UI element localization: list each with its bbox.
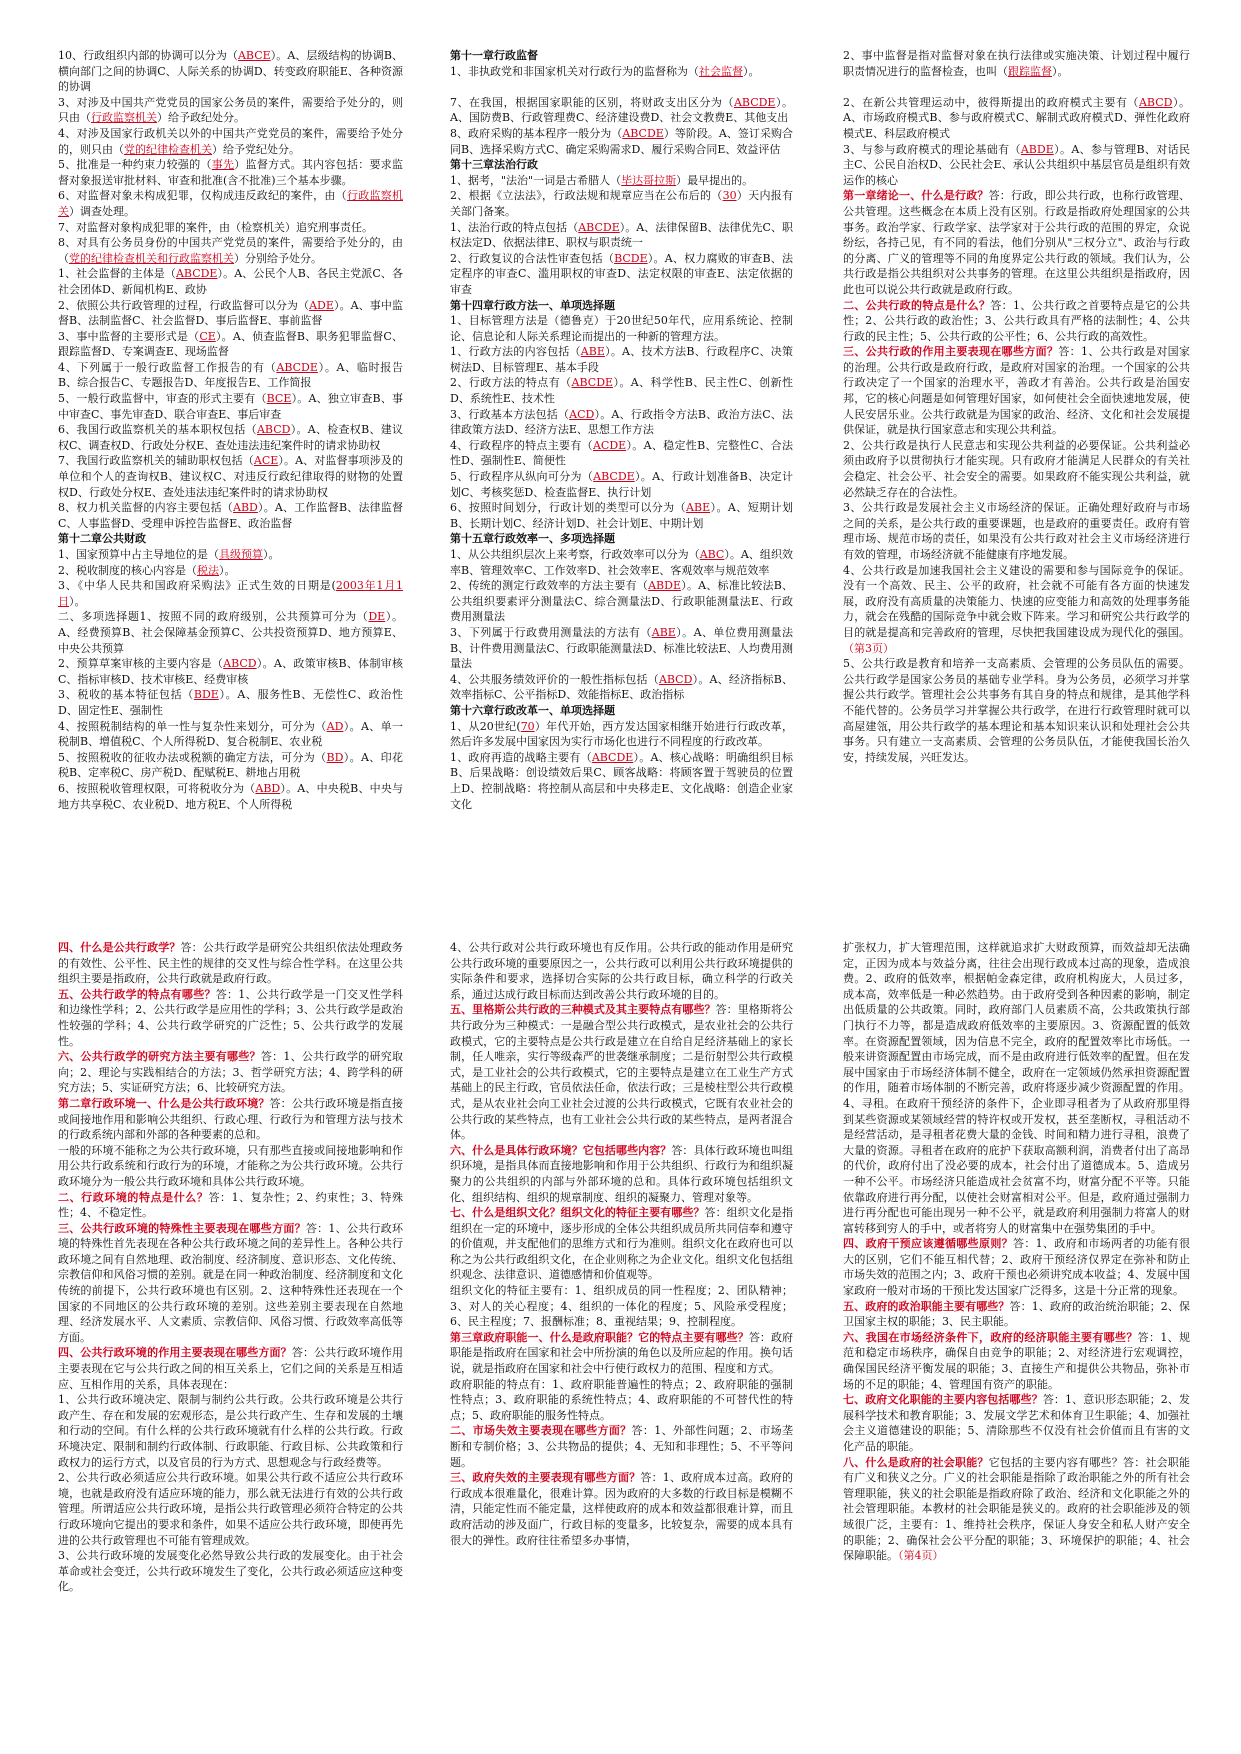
text-run: 2、传统的测定行政效率的方法主要有（ [450, 579, 649, 593]
answer-key: AD [326, 719, 344, 733]
paragraph [450, 750, 793, 812]
answer-key: 事先 [211, 158, 235, 172]
text-run: ）。A、独立审查B、事中审查C、事先审查D、联合审查E、事后审查 [58, 392, 403, 421]
text-run: ）。A、印花税B、定率税C、房产税D、配赋税E、耕地占用税 [58, 750, 403, 780]
text-run: ）。A、经济指标B、效率指标C、公平指标D、效能指标E、政治指标 [450, 672, 793, 702]
text-run: 二、多项选择题1、按照不同的政府级别，公共预算可分为（ [58, 610, 369, 624]
paragraph [843, 79, 1190, 95]
text-run: ）。A、参与管理B、对话民主C、公民自治权D、公民社会E、承认公共组织中基层官员是组织有效运作的核心 [843, 142, 1190, 187]
paragraph [843, 438, 1190, 500]
paragraph [58, 1392, 403, 1470]
text-run: ）。A、服务性B、无偿性C、政治性D、固定性E、强制性 [58, 688, 403, 717]
text-run: ）。A、对监督事项涉及的单位和个人的查询权B、建议权C、对违反行政纪律取得的财物的处置权D、行政处分权E、查处违法违纪案件时的请求协助权 [58, 454, 403, 499]
paragraph [843, 48, 1190, 79]
text-run: ）。A、检查权B、建议权C、调查权D、行政处分权E、查处违法违纪案件时的请求协助权 [58, 423, 403, 452]
answer-key: ABCDE [733, 95, 776, 109]
text-run: 5、公共行政是教育和培养一支高素质、会管理的公务员队伍的需要。公共行政学是国家公务员的基础专业学科。身为公务员，必须学习并掌握公共行政学。管理社会公共事务有其自身的特点和规律，是其他学科不能代替的。公务员学习并掌握公共行政学，在进行行政管理时就可以高屋建瓴，用公共行政学的基本理论和基本知识来认识和处理社会公共事务。只有建立一支高素质、会管理的公务员队伍，才能使我国长治久安，持续发展，兴旺发达。 [843, 657, 1190, 764]
paragraph [843, 1392, 1190, 1454]
column-bottom-middle [450, 940, 793, 1730]
paragraph [58, 578, 403, 609]
text-run: 2、公共行政是执行人民意志和实现公共利益的必要保证。公共利益必须由政府予以贯彻执行才能实现。只有政府才能满足人民群众的有关社会稳定、社会公平、社会安全的需要。如果政府不能实现公共利益，就必然缺乏存在的合法性。 [843, 438, 1190, 499]
text-run: ）。A、工作监督B、法律监督C、人事监督D、受理申诉控告监督E、政治监督 [58, 501, 403, 530]
text-run: 2、依照公共行政管理的过程，行政监督可以分为（ [58, 298, 310, 312]
text-run: 答：公共行政环境是指直接或间接地作用和影响公共组织、行政心理、行政行为和管理方法与技术的行政系统内部和外部的各种要素的总和。 [58, 1096, 403, 1142]
paragraph [450, 672, 793, 703]
paragraph [58, 563, 403, 579]
answer-key: ACDE [592, 438, 627, 452]
text-run: 答：里格斯将公共行政分为三种模式：一是融合型公共行政模式，是农业社会的公共行政模式，它的主要特点是公共行政是建立在自给自足经济基础上的家长制，任人唯亲，实行等级森严的世袭继承制度；二是衍射型公共行政模式，是工业社会的公共行政模式，它的主要特点是建立在工业生产方式基础上的民主行政，官员依法任命，依法行政；三是棱柱型公共行政模式，是从农业社会向工业社会过渡的公共行政模式，它既有农业社会的公共行政的某些特点，也有工业社会公共行政的某些特点，是两者混合体。 [450, 1003, 793, 1142]
answer-key: 税法 [197, 563, 219, 577]
paragraph [450, 79, 793, 95]
answer-key: 30 [722, 189, 737, 203]
paragraph [58, 1096, 403, 1143]
paragraph [843, 1299, 1190, 1330]
paragraph [450, 500, 793, 531]
section-heading: 第十一章行政监督 [450, 49, 538, 62]
text-run: 4、公共行政是加速我国社会主义建设的需要和参与国际竞争的保证。没有一个高效、民主、公平的政府，社会就不可能有各方面的快速发展，政府没有高质量的决策能力、快速的应变能力和高效的处理事务能力，就会在残酷的国际竞争中就会败下阵来。学习和研究公共行政学的目的就是提高和完善政府的管理，尽快把我国建设成为现代化的强国。 [843, 563, 1190, 639]
paragraph [58, 500, 403, 531]
paragraph [450, 1377, 793, 1424]
text-run: ）。 [263, 548, 280, 561]
text-run: 答：组织文化是指组织在一定的环境中，逐步形成的全体公共组织成员所共同信奉和遵守的价值观，并支配他们的思维方式和行为准则。组织文化在政府也可以称之为公共行政组织文化，在企业则称之为企业文化。组织文化包括组织观念、法律意识、道德感情和价值观等。 [450, 1206, 793, 1282]
paragraph [450, 298, 793, 314]
answer-key: BD [326, 750, 344, 764]
text-run: 5、批准是一种约束力较强的（ [58, 158, 212, 172]
paragraph [450, 703, 793, 719]
answer-key: ABCDE [276, 360, 318, 374]
text-run: 7、对监督对象构成犯罪的案件，由（检察机关）追究刑事责任。 [58, 220, 373, 234]
paragraph [58, 220, 403, 236]
text-run: 3、税收的基本特征包括（ [58, 688, 194, 702]
paragraph [450, 625, 793, 672]
text-run: ）。A、政策审核B、体制审核C、指标审核D、技术审核E、经费审核 [58, 657, 403, 686]
section-heading: 第十三章法治行政 [450, 158, 538, 172]
text-run: 答：1、公共行政之首要特点是它的公共性；2、公共行政的政治性；3、公共行政具有严格的法制性；4、公共行政的民主性；5、公共行政的公平性；6、公共行政的高效性。 [843, 298, 1190, 343]
paragraph [58, 609, 403, 656]
page-number: （第4页） [898, 1549, 944, 1563]
text-run: 2、预算草案审核的主要内容是（ [58, 657, 224, 671]
text-run: 答：公共行政环境作用主要表现在它与公共行政之间的相互关系上，它们之间的关系是互相适应、互相作用的关系，具体表现在： [58, 1346, 403, 1391]
text-run: ）。A、行政计划准备B、决定计划C、考核奖惩D、检查监督E、执行计划 [450, 470, 793, 499]
paragraph [450, 173, 793, 189]
paragraph [58, 235, 403, 266]
text-run: ）最早提出的。 [676, 173, 754, 187]
text-run: 一般的环境不能称之为公共行政环境，只有那些直接或间接地影响和作用公共行政系统和行政行为的环境，才能称之为公共行政环境。公共行政环境分为一般公共行政环境和具体公共行政环境。 [58, 1143, 403, 1188]
text-run: 7、在我国，根据国家职能的区别，将财政支出区分为（ [450, 95, 734, 109]
text-run: ）给予政纪处分。 [157, 111, 245, 125]
paragraph [58, 126, 403, 157]
text-run: 答：1、公共行政学是一门交叉性学科和边缘性学科；2、公共行政学是应用性的学科；3、公共行政学是政治性较强的学科；4、公共行政学研究的广泛性；5、公共行政学的发展性。 [58, 987, 403, 1048]
text-run: 1、行政方法的内容包括（ [450, 345, 581, 359]
paragraph [843, 344, 1190, 438]
text-run: 答：1、政府和市场两者的功能有很大的区别，它们不能互相代替；2、政府干预经济仅界定在弥补和防止市场失效的范围之内；3、政府干预也必须讲究成本收益；4、发展中国家政府一般对市场的干预比发达国家广泛得多，这是十分正常的现象。 [843, 1237, 1190, 1298]
question-heading: 四、公共行政环境的作用主要表现在哪些方面？ [58, 1346, 292, 1360]
question-heading: 第三章政府职能一、什么是政府职能？它的特点主要有哪些？ [450, 1330, 749, 1344]
text-run: 2、在新公共管理运动中，彼得斯提出的政府模式主要有（ [843, 95, 1139, 109]
paragraph [58, 1221, 403, 1346]
question-heading: 八、什么是政府的社会职能？ [843, 1455, 989, 1469]
text-run: ）。A、标准比较法B、公共组织要素评分测量法C、综合测量法D、行政职能测量法E、行政费用测量法 [450, 579, 793, 624]
answer-key: 社会监督 [699, 64, 743, 78]
text-run: 6、对监督对象未构成犯罪，仅构成违反政纪的案件，由（ [58, 189, 347, 203]
paragraph [450, 251, 793, 298]
text-run: 答：1、外部性问题；2、市场垄断和专制价格；3、公共物品的提供；4、无知和非理性；5、不平等问题。 [450, 1424, 793, 1469]
page-number: （第3页） [843, 641, 894, 655]
answer-key: BDE [193, 688, 219, 702]
text-run: ）。A、权力腐败的审查B、法定程序的审查C、滥用职权的审查D、法定权限的审查E、法定依据的审查 [450, 251, 793, 296]
paragraph [58, 391, 403, 422]
text-run: 3、《中华人民共和国政府采购法》正式生效的日期是( [58, 579, 336, 593]
column-top-right [843, 48, 1190, 924]
question-heading: 三、公共行政的作用主要表现在哪些方面？ [843, 345, 1059, 359]
answer-key: BCE [266, 392, 292, 406]
text-run: ）。A、技术方法B、行政程序C、决策树法D、目标管理E、基本手段 [450, 345, 793, 374]
text-run: 3、公共行政是发展社会主义市场经济的保证。正确处理好政府与市场之间的关系，是公共行政的重要课题，也是政府的重要责任。政府有管理市场、规范市场的责任，如果没有公共行政对社会主义市场经济进行有效的管理，市场经济就不能健康有序地发展。 [843, 501, 1190, 561]
text-run: 答：1、规范和稳定市场秩序，确保自由竞争的职能；2、对经济进行宏观调控，确保国民经济平衡发展的职能；3、直接生产和提供公共物品，弥补市场的不足的职能；4、管理国有资产的职能。 [843, 1330, 1190, 1391]
text-run: 1、公共行政环境决定、限制与制约公共行政。公共行政环境是公共行政产生、存在和发展的宏观形态，是公共行政产生、生存和发展的土壤和行动的空间。有什么样的公共行政环境就有什么样的公共行政。行政环境决定、限制和制约行政体制、行政职能、行政目标、公共政策和行政权力的运行方式，以及官员的行为方式、思想观念与行政经费等。 [58, 1393, 403, 1469]
answer-key: ABCDE [593, 470, 635, 484]
answer-key: 2003年1月1日 [58, 579, 403, 608]
question-heading: 五、政府的政治职能主要有哪些？ [843, 1299, 1010, 1313]
text-run: 8、政府采购的基本程序一般分为（ [450, 126, 623, 140]
answer-key: ADE [309, 298, 334, 312]
question-heading: 五、公共行政学的特点有哪些？ [58, 987, 216, 1001]
text-run: ）。A、组织效率B、管理效率C、工作效率D、社会效率E、客观效率与规范效率 [450, 548, 793, 577]
answer-key: ABD [233, 501, 258, 515]
answer-key: ABCDE [578, 220, 620, 234]
paragraph [450, 157, 793, 173]
text-run: 2、事中监督是指对监督对象在执行法律或实施决策、计划过程中履行职责情况进行的监督检查，也叫（ [843, 49, 1190, 78]
text-run: ）分别给予处分。 [234, 251, 322, 265]
question-heading: 五、里格斯公共行政的三种模式及其主要特点有哪些？ [450, 1003, 716, 1017]
answer-key: ABD [255, 781, 281, 795]
question-heading: 三、政府失效的主要表现有哪些方面？ [450, 1471, 641, 1485]
paragraph [450, 188, 793, 219]
paragraph [450, 407, 793, 438]
answer-key: CE [199, 329, 216, 343]
paragraph [58, 360, 403, 391]
answer-key: ABE [580, 345, 605, 359]
paragraph [58, 453, 403, 500]
answer-key: ABCDE [571, 376, 614, 390]
text-run: 1、国家预算中占主导地位的是（ [58, 548, 219, 561]
text-run: 2、行政方法的特点有（ [450, 376, 572, 390]
column-bottom-left [58, 940, 403, 1730]
answer-key: 行政监察机关 [58, 189, 403, 218]
paragraph [450, 64, 793, 80]
paragraph [843, 188, 1190, 297]
paragraph [450, 469, 793, 500]
text-run: ）。A、临时报告B、综合报告C、专题报告D、年度报告E、工作简报 [58, 360, 403, 390]
paragraph [58, 750, 403, 781]
answer-key: BCDE [614, 251, 648, 265]
text-run: 1、社会监督的主体是（ [58, 267, 176, 281]
text-run: 2、根据《立法法》，行政法规和规章应当在公布后的（ [450, 189, 723, 203]
paragraph [450, 1330, 793, 1377]
question-heading: 六、什么是具体行政环境？它包括哪些内容？ [450, 1143, 672, 1157]
paragraph [843, 298, 1190, 345]
text-run: 3、事中监督的主要形式是（ [58, 329, 200, 343]
paragraph [58, 1190, 403, 1221]
paragraph [58, 987, 403, 1049]
paragraph [58, 1143, 403, 1190]
text-run: 3、对涉及中国共产党党员的国家公务员的案件，需要给予处分的，则只由（ [58, 95, 403, 125]
text-run: ）。A、短期计划B、长期计划C、经济计划D、社会计划E、中期计划 [450, 501, 793, 530]
answer-key: ABCD [658, 672, 693, 686]
text-run: 答：1、意识形态职能；2、发展科学技术和教育职能；3、发展文学艺术和体育卫生职能；4、加强社会主义道德建设的职能；5、清除那些不仅没有社会价值而且有害的文化产品的职能。 [843, 1393, 1190, 1453]
paragraph [843, 1330, 1190, 1392]
question-heading: 三、公共行政环境的特殊性主要表现在哪些方面？ [58, 1221, 306, 1235]
text-run: 扩张权力，扩大管理范围，这样就追求扩大财政预算，而效益却无法确定，正因为成本与效益分离，往往会出现行政成本过高的现象，造成浪费。2、政府的低效率，根据帕金森定律，政府机构庞大，人员过多，成本高，效率低是一种必然趋势。由于政府受到各种因素的影响，制定出低质量的公共政策。同时，政府部门人员素质不高，公共政策执行部门执行不力等，都是造成政府低效率的主要原因。3、资源配置的低效率。在资源配置领域，因为信息不完全，政府的配置效率比市场低。一般来讲资源配置由市场完成，而不是由政府进行低效率的配置。但在发展中国家由于市场经济体制不健全，政府在一定领域仍然承担资源配置的作用，随着市场体制的不断完善，政府将逐步减少资源配置的作用。4、寻租。在政府干预经济的条件下，企业即寻租者为了从政府那里得到某些资源或某领域经营的特许权或开发权，甚至垄断权，寻租活动不是经营活动，是寻租者花费大量的金钱、时间和精力进行寻租，浪费了大量的资源。寻租者在政府的庇护下获取高额利润，消费者付出了高昂的代价，政府付出了没必要的成本，社会付出了道德成本。5、造成另一种不公平。市场经济只能造成社会贫富不均，财富分配不平等。只能依靠政府进行再分配，以使社会财富相对公平。但是，政府通过强制力进行再分配也可能出现另一种不公平，就是政府利用强制力将富人的财富转移到穷人的手中，或者将穷人的财富集中在强势集团的手中。 [843, 941, 1190, 1235]
text-run: ）。A、行政指令方法B、政治方法C、法律政策方法D、经济方法E、思想工作方法 [450, 407, 793, 437]
text-run: 4、按照税制结构的单一性与复杂性来划分，可分为（ [58, 719, 327, 733]
text-run: ）。 [219, 563, 236, 577]
text-run: 答：公共行政学是研究公共组织依法处理政务的有效性、公平性、民主性的规律的交叉性与综合性学科。在这里公共组织主要是指政府，公共行政就是政府行政。 [58, 941, 403, 986]
text-run: ）。 [1052, 64, 1069, 78]
paragraph [843, 1236, 1190, 1298]
paragraph [450, 1470, 793, 1548]
text-run: 1、从20世纪( [450, 719, 521, 733]
text-run: 答：1、政府成本过高。政府的行政成本很难量化，很难计算。因为政府的大多数的行政目标是模糊不清，只能定性而不能定量，这样使政府的成本和效益都很难计算，而且政府活动的涉及面广，行政目标的变量多，比较复杂，需要的成本具有很大的弹性。政府往往希望多办事情， [450, 1471, 793, 1547]
paragraph [58, 48, 403, 95]
text-run: ）。A、市场政府模式B、参与政府模式C、解制式政府模式D、弹性化政府模式E、科层政府模式 [843, 95, 1190, 140]
text-run: ）给予党纪处分。 [212, 142, 300, 156]
paragraph [58, 781, 403, 812]
answer-key: ABC [699, 548, 725, 561]
paragraph [58, 422, 403, 453]
answer-key: 70 [520, 719, 535, 733]
text-run: ）。A、单位费用测量法B、计件费用测量法C、行政职能测量法D、标准比较法E、人均费用测量法 [450, 625, 793, 671]
text-run: ）调查处理。 [69, 204, 135, 218]
text-run: 4、下列属于一般行政监督工作报告的有（ [58, 360, 277, 374]
answer-key: 行政监察机关 [91, 111, 157, 125]
paragraph [450, 1423, 793, 1470]
text-run: 1、政府再造的战略主要有（ [450, 750, 592, 764]
paragraph [58, 95, 403, 126]
paragraph [58, 329, 403, 360]
text-run: 答：1、复杂性；2、约束性；3、特殊性；4、不稳定性。 [58, 1190, 403, 1220]
question-heading: 六、公共行政学的研究方法主要有哪些？ [58, 1050, 261, 1064]
text-run: ）等阶段。A、签订采购合同B、选择采购方式C、确定采购需求D、履行采购合同E、效益评估 [450, 126, 793, 156]
text-run: ）。A、国防费B、行政管理费C、经济建设费D、社会文教费E、其他支出 [450, 95, 793, 125]
text-run: 组织文化的特征主要有：1、组织成员的同一性程度；2、团队精神；3、对人的关心程度；4、组织的一体化的程度；5、风险承受程度；6、民主程度；7、报酬标准；8、重视结果；9、控制程度。 [450, 1284, 793, 1329]
question-heading: 二、行政环境的特点是什么？ [58, 1190, 209, 1204]
answer-key: ABDE [1020, 142, 1054, 156]
answer-key: ACE [253, 454, 279, 468]
text-run: ）。A、事中监督B、法制监督C、社会监督D、事后监督E、事前监督 [58, 298, 403, 328]
question-heading: 二、公共行政的特点是什么？ [843, 298, 991, 312]
paragraph [58, 1049, 403, 1096]
answer-key: ABCDE [622, 126, 664, 140]
section-heading: 第十四章行政方法一、单项选择题 [450, 298, 615, 312]
answer-key: 党的纪律检查机关 [124, 142, 212, 156]
answer-key: ABDE [648, 579, 681, 593]
question-heading: 四、政府干预应该遵循哪些原则？ [843, 1237, 1013, 1251]
paragraph [450, 1283, 793, 1330]
paragraph [58, 266, 403, 297]
text-run: 3、行政基本方法包括（ [450, 407, 570, 421]
text-run: 4、行政程序的特点主要有（ [450, 438, 593, 452]
paragraph [58, 687, 403, 718]
question-heading: 二、市场失效主要表现在哪些方面？ [450, 1424, 632, 1438]
text-run: 6、按照税收管理权限，可将税收分为（ [58, 781, 256, 795]
paragraph [450, 375, 793, 406]
answer-key: ACD [569, 407, 595, 421]
text-run: ）。A、侦查监督B、职务犯罪监督C、跟踪监督D、专案调查E、现场监督 [58, 329, 403, 359]
text-run: 3、公共行政环境的发展变化必然导致公共行政的发展变化。由于社会革命或社会变迁，公共行政环境发生了变化，公共行政必须适应这种变化。 [58, 1549, 403, 1594]
text-run: 1、法治行政的特点包括（ [450, 220, 579, 234]
answer-key: ABCD [256, 423, 291, 437]
column-top-left [58, 48, 403, 924]
text-run: ）监督方式。其内容包括：要求监督对象报送审批材料、审查和批准(含不批准)三个基本步骤。 [58, 158, 403, 187]
text-run: 1、非执政党和非国家机关对行政行为的监督称为（ [450, 64, 699, 78]
paragraph [843, 940, 1190, 1236]
text-run: ）。A、法律保留B、法律优先C、职权法定D、依据法律E、职权与职责统一 [450, 220, 793, 250]
section-heading: 第十二章公共财政 [58, 532, 146, 546]
paragraph [450, 313, 793, 344]
question-heading: 七、政府文化职能的主要内容包括哪些？ [843, 1393, 1043, 1407]
paragraph [450, 95, 793, 126]
answer-key: 毕达哥拉斯 [621, 173, 677, 187]
text-run: 4、对涉及国家行政机关以外的中国共产党党员的案件，需要给予处分的，则只由（ [58, 126, 403, 156]
text-run: 10、行政组织内部的协调可以分为（ [58, 49, 238, 62]
text-run: 它包括的主要内容有哪些？答：社会职能有广义和狭义之分。广义的社会职能是指除了政治职能之外的所有社会管理职能，狭义的社会职能是指政府除了政治、经济和文化职能之外的社会管理职能。本教材的社会职能是狭义的。政府的社会职能涉及的领域很广泛，主要有：1、维持社会秩序，保证人身安全和私人财产安全的职能；2、确保社会公平分配的职能；3、环境保护的职能；4、社会保障职能。 [843, 1455, 1190, 1563]
paragraph [450, 1205, 793, 1283]
answer-key: ABE [686, 501, 711, 515]
answer-key: ABCD [223, 657, 257, 671]
answer-key: 具级预算 [219, 548, 263, 561]
text-run: 2、税收制度的核心内容是（ [58, 563, 197, 577]
text-run: 3、下列属于行政费用测量法的方法有（ [450, 625, 652, 639]
answer-key: 跟踪监督 [1008, 64, 1052, 78]
text-run: ）。A、中央税B、中央与地方共享税C、农业税D、地方税E、个人所得税 [58, 781, 403, 811]
paragraph [843, 563, 1190, 657]
paragraph [450, 1143, 793, 1205]
text-run: ）。A、稳定性B、完整性C、合法性D、强制性E、简便性 [450, 438, 793, 468]
paragraph [58, 547, 403, 563]
text-run: 答：政府职能是指政府在国家和社会中所扮演的角色以及所应起的作用。换句话说，就是指政府在国家和社会中行使行政权力的范围、程度和方式。 [450, 1330, 793, 1376]
paragraph [58, 188, 403, 219]
paragraph [450, 1002, 793, 1142]
text-run: 1、目标管理方法是（德鲁克）于20世纪50年代，应用系统论、控制论、信息论和人际关系理论而提出的一种新的管理方法。 [450, 314, 793, 343]
paragraph [58, 719, 403, 750]
paragraph [450, 578, 793, 625]
text-run: 答：1、政府的政治统治职能；2、保卫国家主权的职能；3、民主职能。 [843, 1299, 1190, 1329]
paragraph [450, 531, 793, 547]
column-bottom-right [843, 940, 1190, 1730]
text-run: 4、公共服务绩效评价的一般性指标包括（ [450, 672, 659, 686]
text-run: 5、按照税收的征收办法或税额的确定方法，可分为（ [58, 750, 327, 764]
text-run: 答：1、公共行政学的研究取向；2、理论与实践相结合的方法；3、哲学研究方法；4、跨学科的研究方法；5、实证研究方法；6、比较研究方法。 [58, 1050, 403, 1095]
answer-key: 党的纪律检查机关和行政监察机关 [69, 251, 234, 265]
text-run: ）。A、公民个人B、各民主党派C、各社会团体D、新闻机构E、政协 [58, 267, 403, 296]
text-run: 答：1、公共行政环境的特殊性首先表现在各种公共行政环境之间的差异性上。各种公共行政环境之间有自然地理、政治制度、经济制度、意识形态、文化传统、宗教信仰和风俗习惯的差别。就是在同一种政治制度、经济制度和文化传统的前提下，公共行政环境也有区别。2、这种特殊性还表现在一个国家的不同地区的公共行政环境的差别。这些差别主要表现在自然地理、经济发展水平、人文素质、宗教信仰、风俗习惯、行政效率高低等方面。 [58, 1221, 403, 1344]
text-run: 1、从公共组织层次上来考察，行政效率可以分为（ [450, 548, 700, 561]
paragraph [450, 344, 793, 375]
text-run: ）天内报有关部门备案。 [450, 189, 793, 218]
question-heading: 第二章行政环境一、什么是公共行政环境？ [58, 1096, 270, 1110]
paragraph [843, 1455, 1190, 1564]
text-run: 6、按照时间划分，行政计划的类型可以分为（ [450, 501, 687, 515]
text-run: ）。A、单一税制B、增值税C、个人所得税D、复合税制E、农业税 [58, 719, 403, 749]
text-run: 5、一般行政监督中，审查的形式主要有（ [58, 392, 267, 406]
answer-key: ABCE [237, 49, 271, 62]
paragraph [450, 940, 793, 1002]
text-run: ）。A、经费预算B、社会保障基金预算C、公共投资预算D、地方预算E、中央公共预算 [58, 610, 403, 655]
paragraph [843, 656, 1190, 765]
text-run: 7、我国行政监察机关的辅助职权包括（ [58, 454, 254, 468]
text-run: 8、权力机关监督的内容主要包括（ [58, 501, 233, 515]
answer-key: ABCD [1138, 95, 1173, 109]
text-run: 4、公共行政对公共行政环境也有反作用。公共行政的能动作用是研究公共行政环境的重要原因之一，公共行政可以利用公共行政环境提供的实际条件和要求，选择切合实际的公共行政目标，确立科学的行政关系，通过达成行政目标而达到改善公共行政环境的目的。 [450, 941, 793, 1001]
paragraph [450, 438, 793, 469]
answer-key: DE [368, 610, 386, 624]
text-run: 8、对具有公务员身份的中国共产党党员的案件，需要给予处分的，由（ [58, 236, 403, 265]
text-run: 2、公共行政必须适应公共行政环境。如果公共行政不适应公共行政环境，也就是政府没有适应环境的能力，那么就无法进行有效的公共行政管理。所谓适应公共行政环境，是指公共行政管理必须符合特定的公共行政环境向它提出的要求和条件，如果不适应公共行政环境，即使再先进的公共行政管理也不可能有管理成效。 [58, 1471, 403, 1547]
paragraph [843, 95, 1190, 142]
paragraph [58, 1470, 403, 1548]
paragraph [58, 940, 403, 987]
text-run: ）。A、核心战略：明确组织目标B、后果战略：创设绩效后果C、顾客战略：将顾客置于驾驶员的位置上D、控制战略：将控制从高层和中央移走E、文化战略：创造企业家文化 [450, 750, 793, 811]
text-run: 答：具体行政环境也叫组织环境，是指具体而直接地影响和作用于公共组织、行政行为和组织凝聚力的公共组织的内部与外部环境的总和。具体行政环境包括组织文化、组织结构、组织的规章制度、组织的凝聚力、管理对象等。 [450, 1143, 793, 1204]
text-run: 2、行政复议的合法性审查包括（ [450, 251, 615, 265]
text-run: 5、行政程序从纵向可分为（ [450, 470, 594, 484]
paragraph [58, 1548, 403, 1595]
paragraph [450, 126, 793, 157]
text-run: 答：行政，即公共行政，也称行政管理、公共管理。这些概念在本质上没有区别。行政是指政府处理国家的公共事务。政治学家、行政学家、法学家对于公共行政的范围的界定，众说纷纭，各持己见，有不同的看法，他们分别从"三权分立"、政治与行政的分离、广义的管理等不同的角度界定公共行政的领域。我们认为，公共行政是指公共组织对公共事务的管理。在这里公共组织是指政府，因此也可以说公共行政就是政府行政。 [843, 189, 1190, 296]
paragraph [58, 531, 403, 547]
text-run: ）。A、层级结构的协调B、横向部门之间的协调C、人际关系的协调D、转变政府职能E、各种资源的协调 [58, 49, 403, 94]
column-top-middle [450, 48, 793, 924]
section-heading: 第十六章行政改革一、单项选择题 [450, 703, 615, 717]
question-heading: 第一章绪论一、什么是行政？ [843, 189, 989, 203]
text-run: 6、我国行政监察机关的基本职权包括（ [58, 423, 257, 437]
question-heading: 七、什么是组织文化？组织文化的特征主要有哪些？ [450, 1206, 705, 1220]
text-run: 答：1、公共行政是对国家的治理。公共行政是政府行政，是政府对国家的治理。一个国家的公共行政决定了一个国家的治理水平，善政才有善治。公共行政是治国安邦，它的核心问题是如何管理好国家，如何使社会全面快速地发展，使人民安居乐业。公共行政就是为国家的政治、经济、文化和社会发展提供保证，就是执行国家意志和实现公共利益。 [843, 345, 1190, 437]
text-run: 3、与参与政府模式的理论基础有（ [843, 142, 1021, 156]
paragraph [58, 157, 403, 188]
answer-key: ABE [651, 625, 676, 639]
question-heading: 四、什么是公共行政学？ [58, 941, 181, 954]
text-run: 1、据考，"法治"一词是古希腊人（ [450, 173, 622, 187]
text-run: ）。A、科学性B、民主性C、创新性D、系统性E、技术性 [450, 376, 793, 406]
answer-key: ABCDE [175, 267, 218, 281]
answer-key: ABCDE [591, 750, 634, 764]
paragraph [58, 1345, 403, 1392]
question-heading: 六、我国在市场经济条件下，政府的经济职能主要有哪些？ [843, 1330, 1138, 1344]
text-run: ）。 [743, 64, 760, 78]
paragraph [450, 220, 793, 251]
paragraph [58, 656, 403, 687]
paragraph [843, 500, 1190, 562]
paragraph [450, 547, 793, 578]
section-heading: 第十五章行政效率一、多项选择题 [450, 532, 615, 546]
text-run: 政府职能的特点有：1、政府职能普遍性的特点；2、政府职能的强制性特点；3、政府职能的系统性特点；4、政府职能的不可替代性的特点；5、政府职能的服务性特点。 [450, 1377, 793, 1422]
text-run: ）。 [69, 594, 86, 608]
text-run: ）年代开始，西方发达国家相继开始进行行政改革，然后许多发展中国家因为实行市场化也进行不同程度的行政改革。 [450, 719, 793, 749]
paragraph [58, 298, 403, 329]
paragraph [450, 48, 793, 64]
paragraph [843, 142, 1190, 189]
paragraph [450, 719, 793, 750]
